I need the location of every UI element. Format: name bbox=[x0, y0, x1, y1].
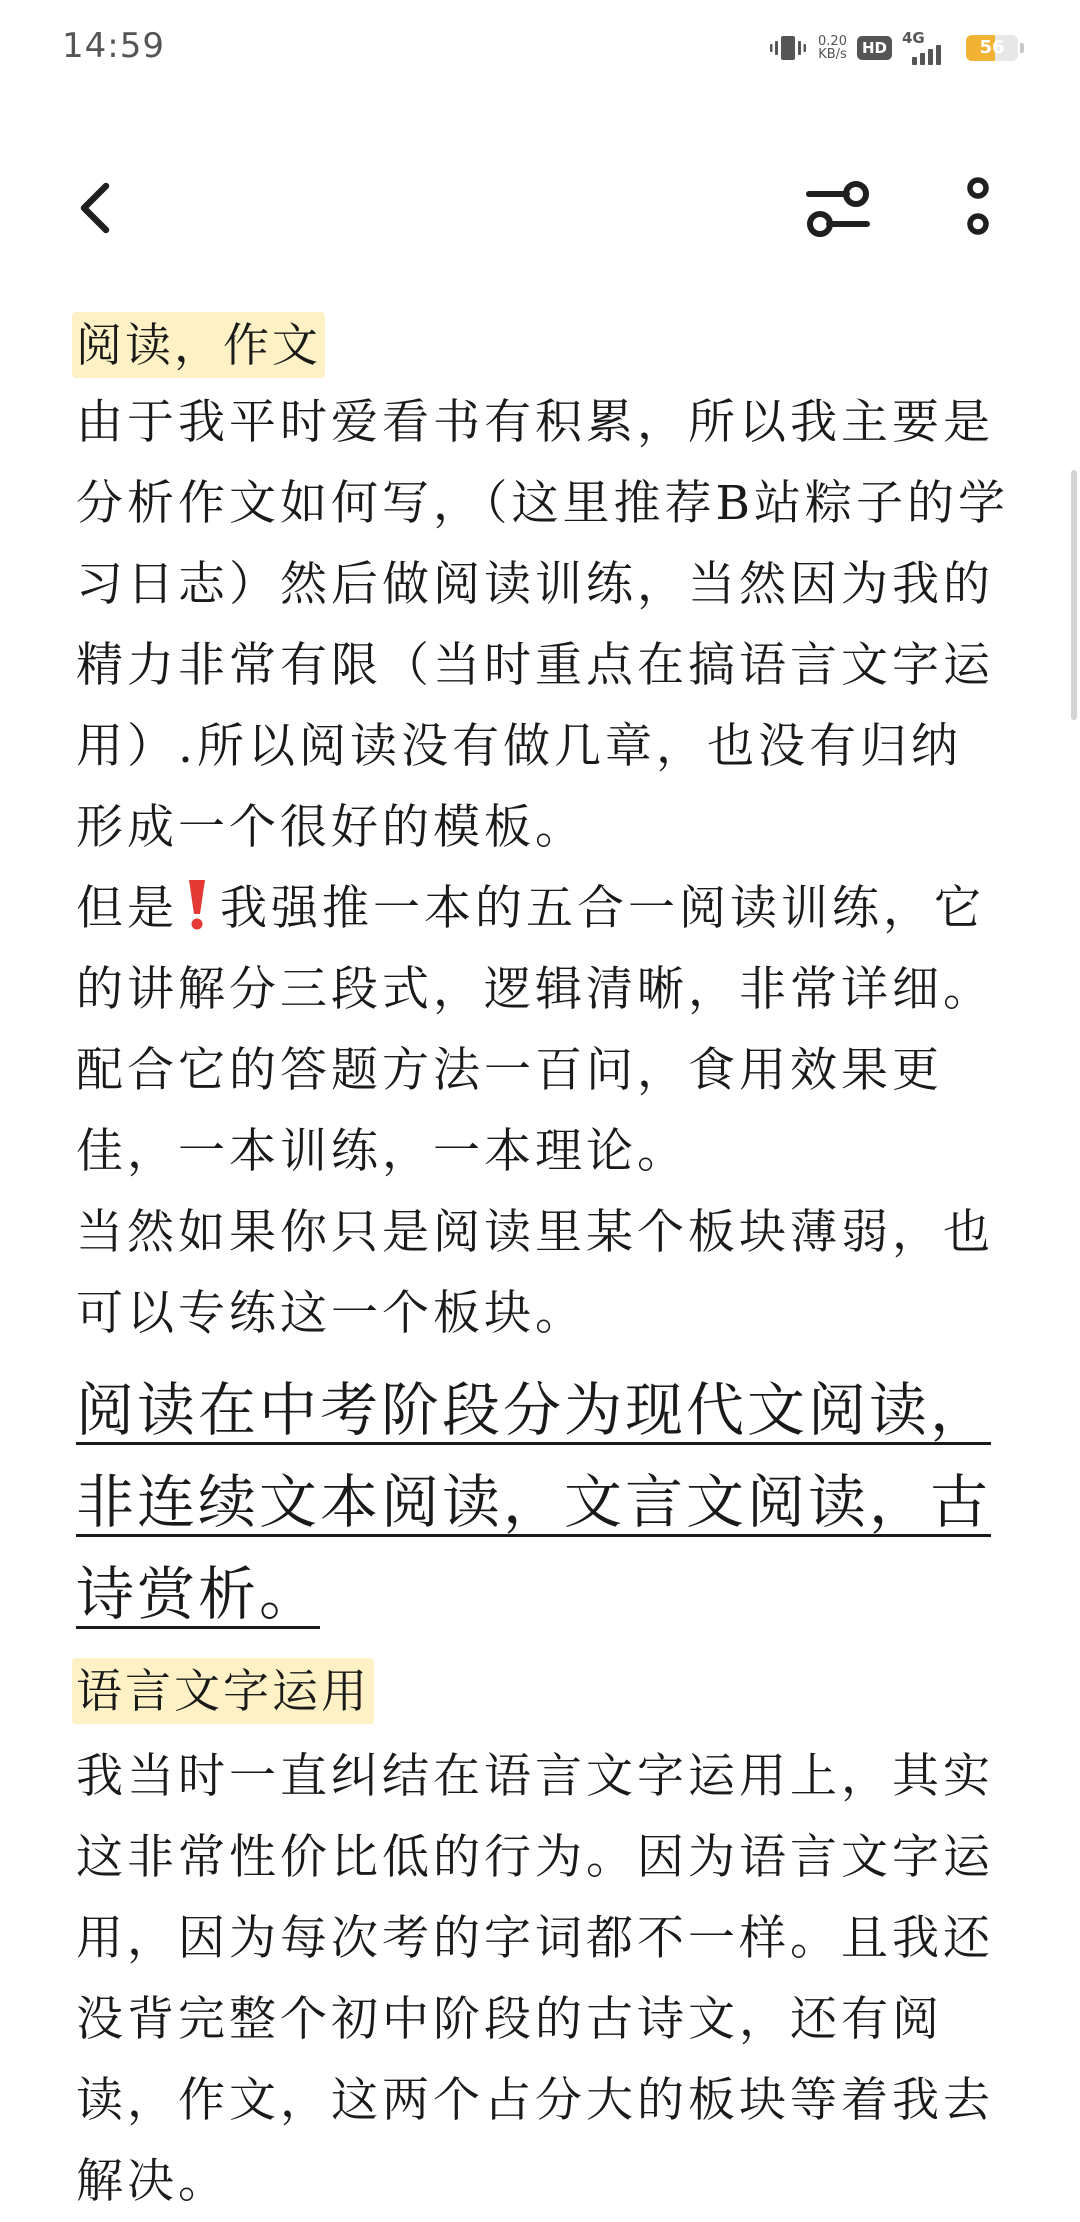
article-content bbox=[76, 312, 1011, 2222]
chevron-left-icon bbox=[76, 180, 116, 240]
paragraph-language-usage: 我当时一直纠结在语言文字运用上，其实这非常性价比低的行为。因为语言文字运用，因为每次考的字词都不一样。且我还没背完整个初中阶段的古诗文，还有阅读，作文，这两个占分大的板块等着我去解决。 bbox=[76, 1749, 994, 2209]
network-speed-value: 0.20 bbox=[818, 34, 847, 49]
signal-bars bbox=[912, 45, 941, 65]
section-title-reading-writing: 阅读，作文 bbox=[72, 312, 325, 378]
more-vertical-icon bbox=[963, 175, 993, 245]
back-button[interactable] bbox=[66, 180, 126, 240]
more-options-button[interactable] bbox=[948, 174, 1008, 246]
hd-badge: HD bbox=[857, 36, 892, 60]
paragraph-recommendation-lead: 但是 bbox=[76, 881, 178, 936]
network-speed-unit: KB/s bbox=[818, 47, 847, 62]
signal-icon bbox=[902, 31, 952, 65]
paragraph-recommendation-body: 我强推一本的五合一阅读训练，它的讲解分三段式，逻辑清晰，非常详细。配合它的答题方法一百问，食用效果更佳，一本训练，一本理论。 bbox=[76, 881, 994, 1179]
battery-cap bbox=[1020, 43, 1024, 53]
network-type-label: 4G bbox=[902, 29, 925, 47]
status-bar bbox=[0, 0, 1080, 96]
sliders-icon bbox=[803, 178, 873, 244]
exclamation-icon bbox=[182, 876, 212, 932]
section-language-usage bbox=[76, 1658, 1011, 1724]
section-title-language-usage: 语言文字运用 bbox=[72, 1658, 374, 1724]
battery-icon bbox=[966, 35, 1018, 61]
status-icons bbox=[768, 28, 1024, 68]
battery-level: 56 bbox=[979, 37, 1005, 58]
scrollbar[interactable] bbox=[1071, 470, 1077, 720]
network-speed bbox=[818, 35, 847, 61]
app-bar bbox=[0, 150, 1080, 270]
paragraph-recommendation bbox=[76, 868, 1011, 1192]
display-settings-button[interactable] bbox=[800, 178, 876, 244]
emphasis-reading-categories: 阅读在中考阶段分为现代文阅读，非连续文本阅读，文言文阅读，古诗赏析。 bbox=[76, 1376, 992, 1628]
vibrate-icon bbox=[768, 33, 808, 63]
paragraph-targeted-practice: 当然如果你只是阅读里某个板块薄弱，也可以专练这一个板块。 bbox=[76, 1205, 994, 1341]
status-time: 14:59 bbox=[62, 26, 165, 66]
paragraph-reading-approach: 由于我平时爱看书有积累，所以我主要是分析作文如何写，（这里推荐B站粽子的学习日志）然后做阅读训练，当然因为我的精力非常有限（当时重点在搞语言文字运用）.所以阅读没有做几章，也没有归纳形成一个很好的模板。 bbox=[76, 395, 1010, 855]
